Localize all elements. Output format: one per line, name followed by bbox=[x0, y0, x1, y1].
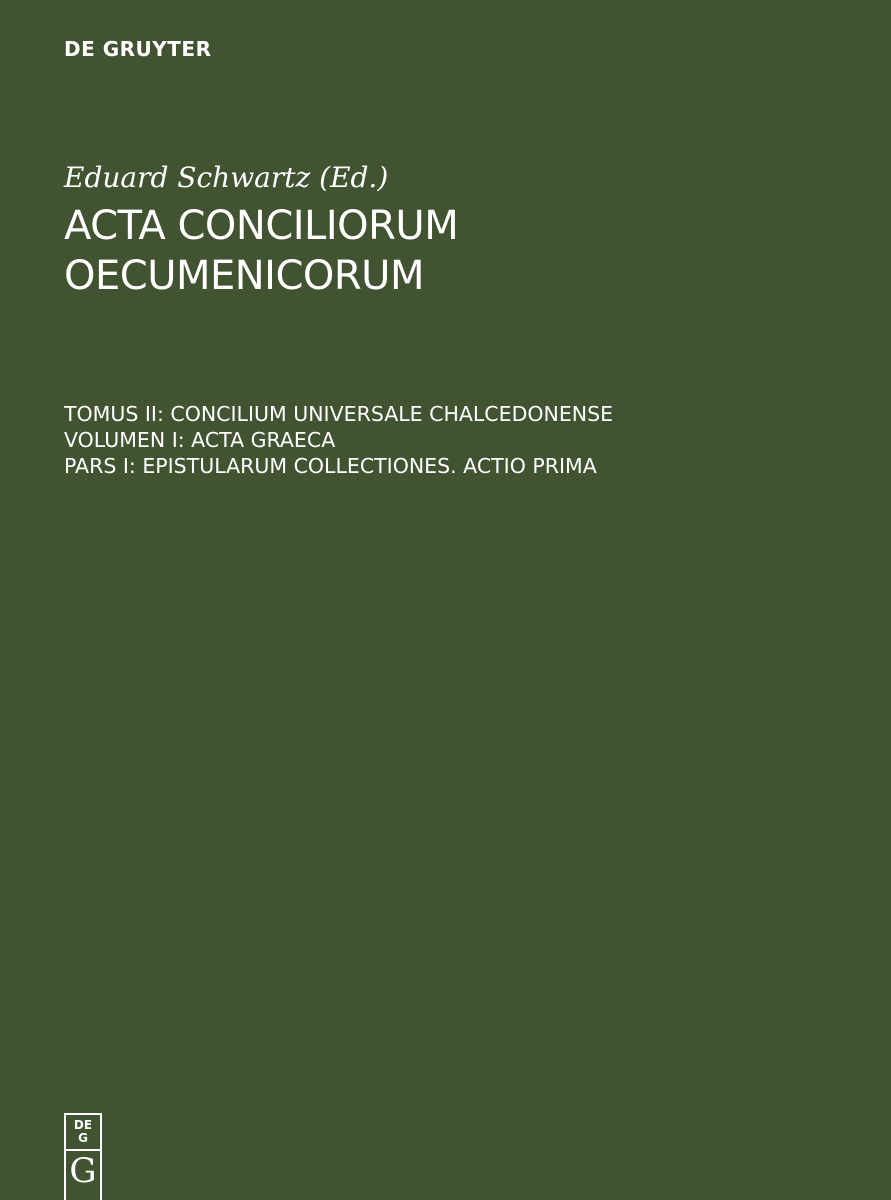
subtitle-line-1: TOMUS II: CONCILIUM UNIVERSALE CHALCEDONENSE bbox=[64, 402, 614, 426]
subtitle-line-2: VOLUMEN I: ACTA GRAECA bbox=[64, 428, 336, 452]
de-gruyter-logo-icon bbox=[64, 1113, 102, 1200]
logo-bottom-block bbox=[66, 1151, 100, 1189]
book-title-line-2: OECUMENICORUM bbox=[64, 253, 424, 299]
logo-g-small-text: G bbox=[78, 1131, 88, 1145]
logo-top-block bbox=[66, 1115, 100, 1151]
publisher-name: DE GRUYTER bbox=[64, 37, 212, 61]
logo-g-letter: G bbox=[69, 1151, 97, 1191]
logo-de-text: DE bbox=[73, 1118, 93, 1132]
book-title-line-1: ACTA CONCILIORUM bbox=[64, 203, 459, 249]
book-title bbox=[64, 201, 458, 301]
subtitle-line-3: PARS I: EPISTULARUM COLLECTIONES. ACTIO PRIMA bbox=[64, 454, 597, 478]
editor-credit: Eduard Schwartz (Ed.) bbox=[64, 161, 389, 194]
book-subtitle bbox=[64, 401, 613, 479]
